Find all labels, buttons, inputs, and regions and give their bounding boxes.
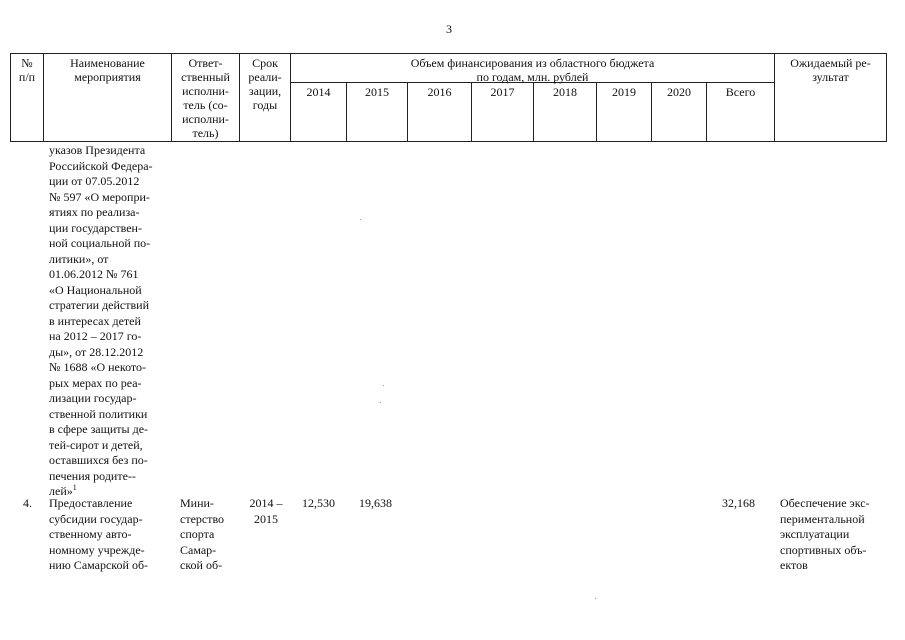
row4-responsible: Мини- стерство спорта Самар- ской об- — [180, 496, 225, 572]
continued-description-text: указов Президента Российской Федера- ции от 07.05.2012 № 597 «О меропри- ятиях по реализа- ции государствен- ной социальной по- литики», от 01.06.2012 № 761 «О Национальной стратегии действий в интересах детей на 2012 – 2017 го- ды», от 28.12.2012 № 1688 «О некото- рых мерах по реа- лизации государ- ственной политики в сфере защиты де- тей-сирот и детей, оставшихся без по- печения родите-- лей» — [49, 143, 153, 498]
row4-num: 4. — [23, 496, 32, 510]
year-header: 2020 — [667, 85, 691, 99]
year-header: 2014 — [306, 85, 331, 99]
year-header-total: Всего — [725, 85, 756, 99]
row4-value-2014: 12,530 — [302, 496, 335, 510]
header-num: № п/п — [18, 56, 36, 84]
year-header: 2016 — [427, 85, 452, 99]
table-top-border — [10, 53, 886, 54]
row4-period: 2014 – 2015 — [249, 496, 283, 526]
row4-value-2015: 19,638 — [359, 496, 392, 510]
header-name: Наименование мероприятия — [70, 56, 145, 84]
scan-speck — [380, 402, 381, 403]
scan-speck — [383, 385, 384, 386]
header-bottom-border — [10, 141, 886, 142]
year-header: 2017 — [490, 85, 515, 99]
header-period: Срок реали- зации, годы — [248, 56, 282, 112]
row4-name: Предоставление субсидии государ- ственному авто- номному учрежде- нию Самарской об- — [49, 496, 149, 572]
scan-speck — [595, 598, 596, 599]
header-funding: Объем финансирования из областного бюджета по годам, млн. рублей — [410, 56, 655, 84]
col-border — [886, 53, 887, 142]
continued-description — [49, 143, 174, 500]
scan-speck — [360, 219, 361, 220]
row4-result: Обеспечение экс- периментальной эксплуатации спортивных объ- ектов — [780, 496, 870, 572]
row4-value-total: 32,168 — [722, 496, 755, 510]
page-number: 3 — [446, 22, 452, 36]
footnote-mark: 1 — [72, 483, 77, 492]
year-header: 2018 — [553, 85, 577, 99]
year-header: 2015 — [365, 85, 389, 99]
year-header: 2019 — [612, 85, 636, 99]
header-responsible: Ответ- ственный исполни- тель (со- исполни- тель) — [181, 56, 230, 140]
header-result: Ожидаемый ре- зультат — [790, 56, 871, 84]
